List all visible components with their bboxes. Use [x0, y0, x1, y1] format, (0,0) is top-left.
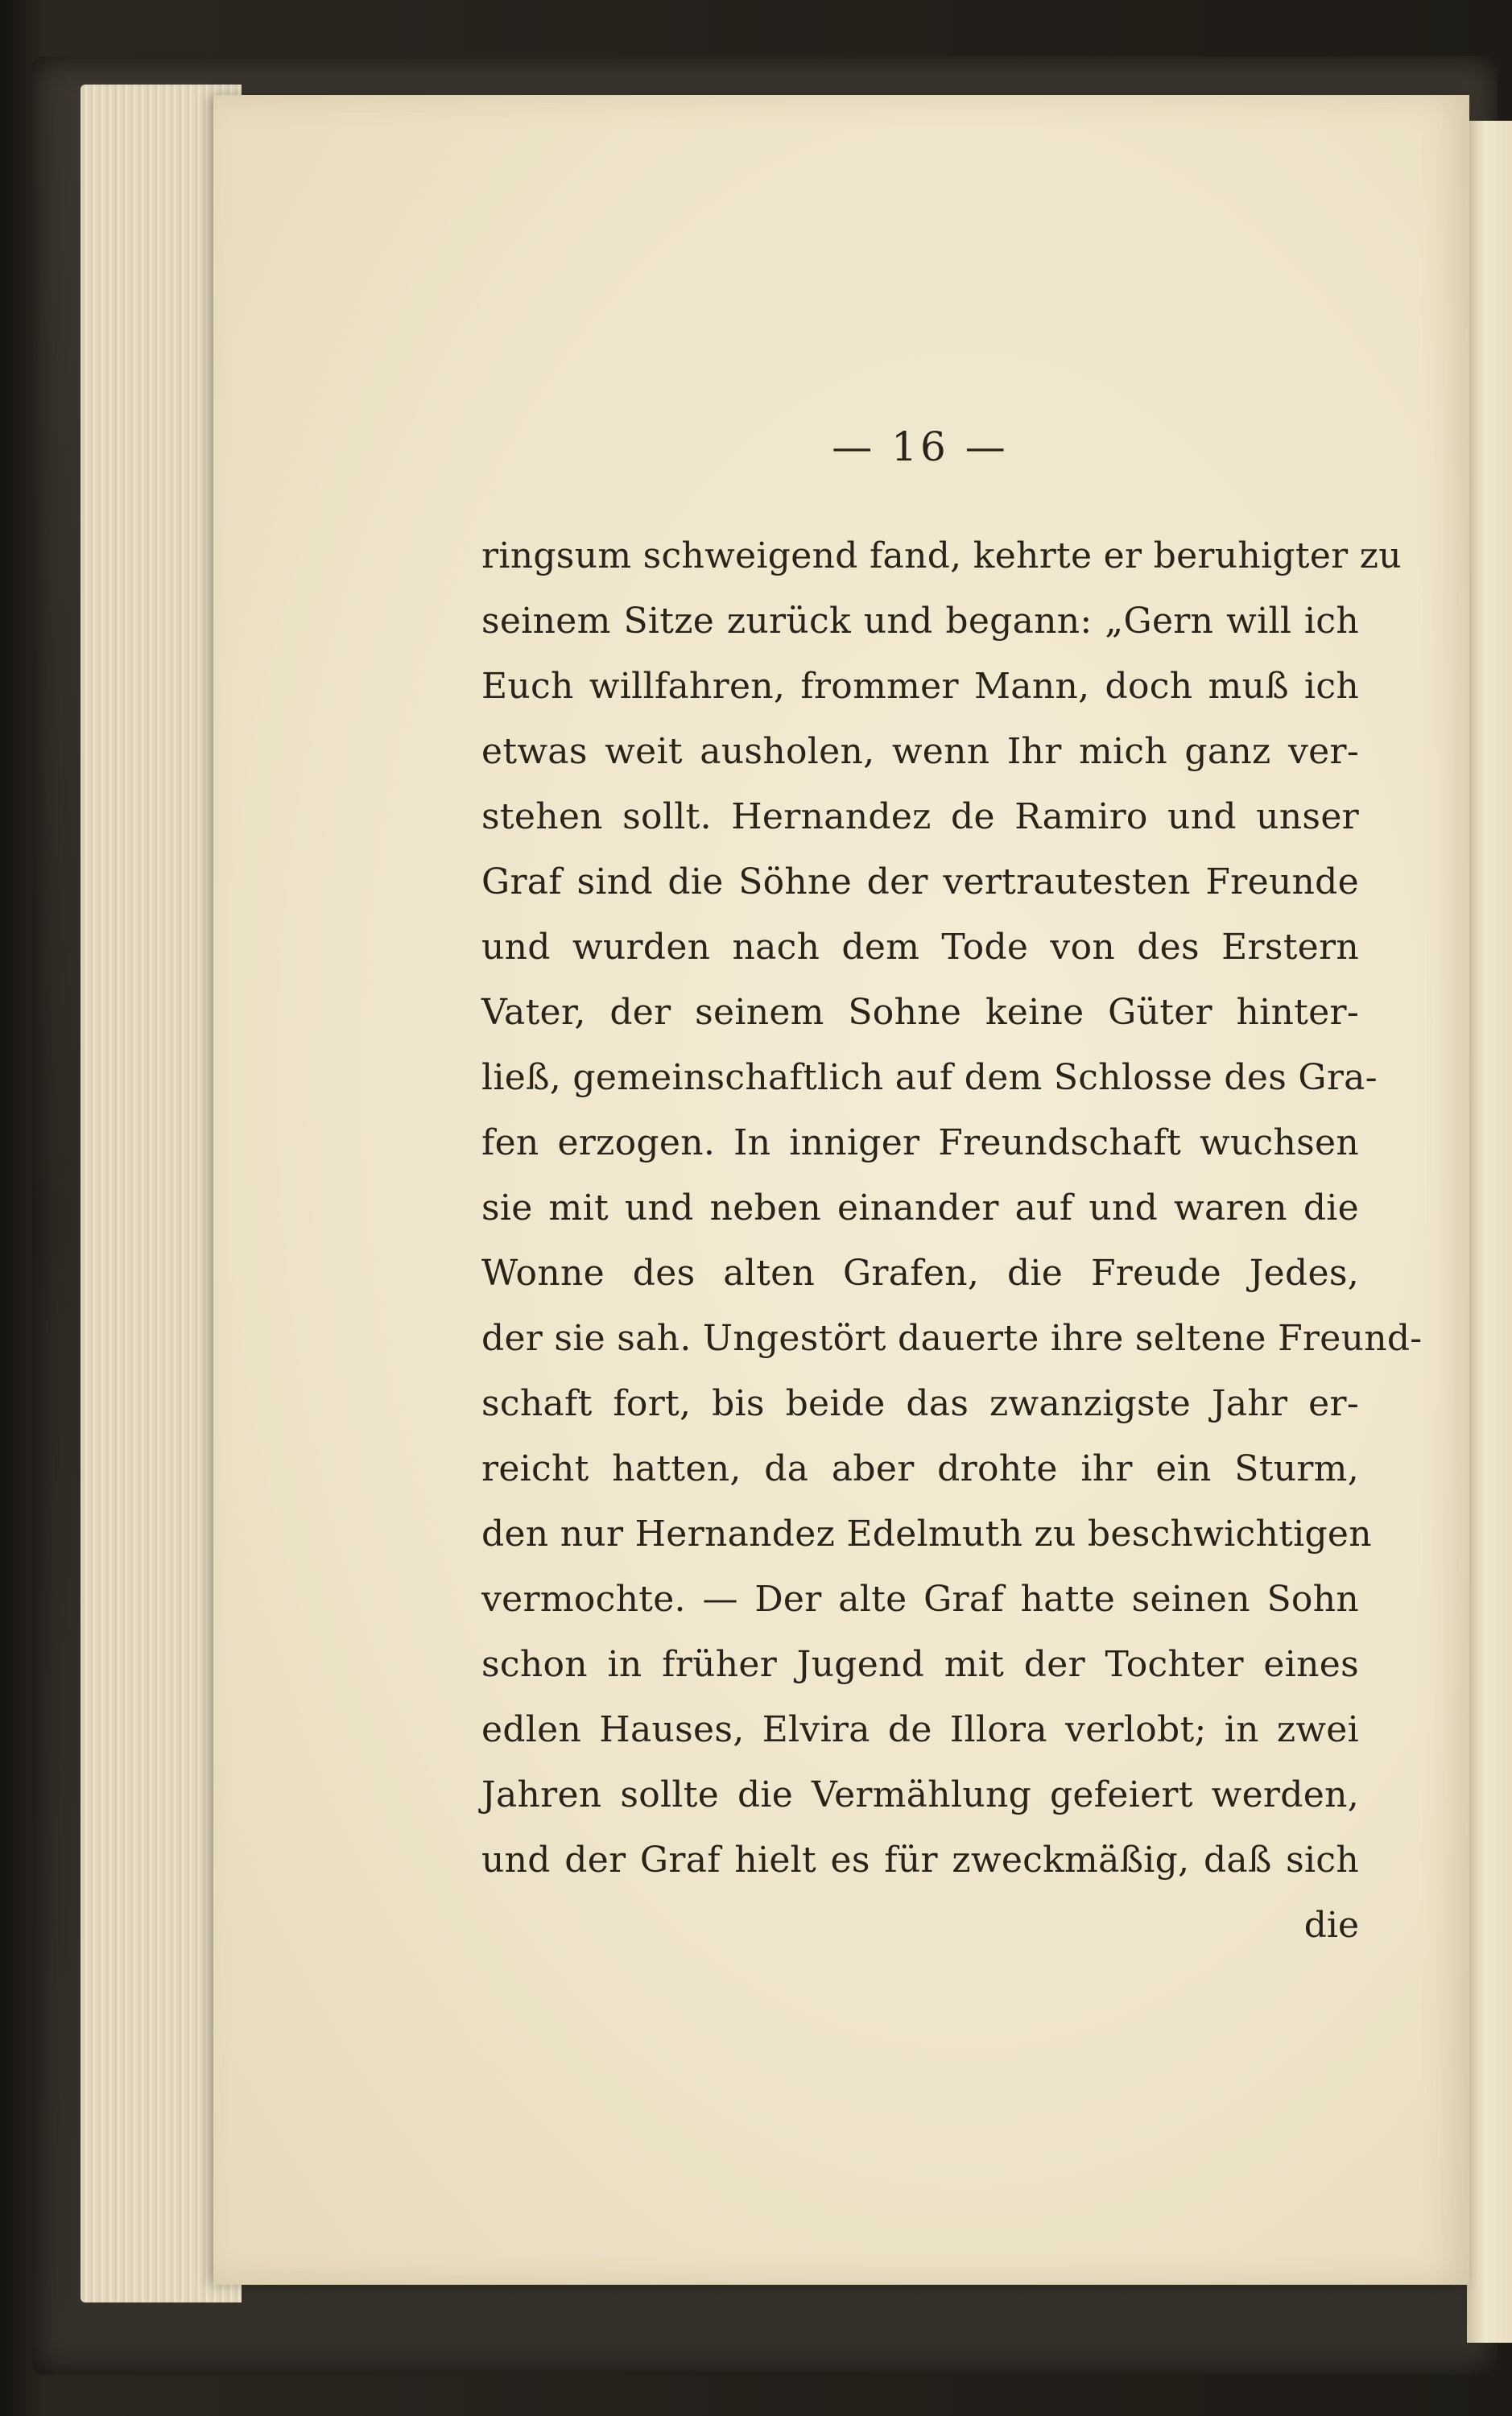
text-line: ließ, gemeinschaftlich auf dem Schlosse des Gra- [481, 1057, 1378, 1098]
page-number: — 16 — [832, 423, 1009, 470]
text-line: schaft fort, bis beide das zwanzigste Jahr er- [481, 1383, 1359, 1424]
text-line: Vater, der seinem Sohne keine Güter hinter- [481, 992, 1359, 1033]
text-line: Euch willfahren, frommer Mann, doch muß ich [481, 666, 1359, 707]
text-line: edlen Hauses, Elvira de Illora verlobt; in zwei [481, 1709, 1359, 1750]
text-line: Wonne des alten Grafen, die Freude Jedes, [481, 1253, 1359, 1294]
text-line: und wurden nach dem Tode von des Erstern [481, 927, 1359, 968]
text-line: etwas weit ausholen, wenn Ihr mich ganz ver- [481, 731, 1359, 772]
text-line: seinem Sitze zurück und begann: „Gern will ich [481, 601, 1359, 642]
text-line: fen erzogen. In inniger Freundschaft wuchsen [481, 1122, 1359, 1163]
text-line: den nur Hernandez Edelmuth zu beschwichtigen [481, 1514, 1372, 1555]
text-line: der sie sah. Ungestört dauerte ihre seltene Freund- [481, 1318, 1423, 1359]
text-line: ringsum schweigend fand, kehrte er beruhigter zu [481, 535, 1402, 576]
text-block [481, 419, 1423, 1958]
catchword: die [1303, 1905, 1359, 1946]
text-line: stehen sollt. Hernandez de Ramiro und unser [481, 796, 1359, 837]
text-line: vermochte. — Der alte Graf hatte seinen Sohn [481, 1579, 1359, 1620]
text-line: Graf sind die Söhne der vertrautesten Freunde [481, 861, 1359, 902]
text-line: Jahren sollte die Vermählung gefeiert werden, [481, 1774, 1359, 1815]
text-line: reicht hatten, da aber drohte ihr ein Sturm, [481, 1448, 1359, 1489]
text-line: sie mit und neben einander auf und waren die [481, 1187, 1359, 1229]
facing-page-edge [1467, 121, 1512, 2343]
text-line: und der Graf hielt es für zweckmäßig, daß sich [481, 1840, 1359, 1881]
text-line: schon in früher Jugend mit der Tochter eines [481, 1644, 1359, 1685]
